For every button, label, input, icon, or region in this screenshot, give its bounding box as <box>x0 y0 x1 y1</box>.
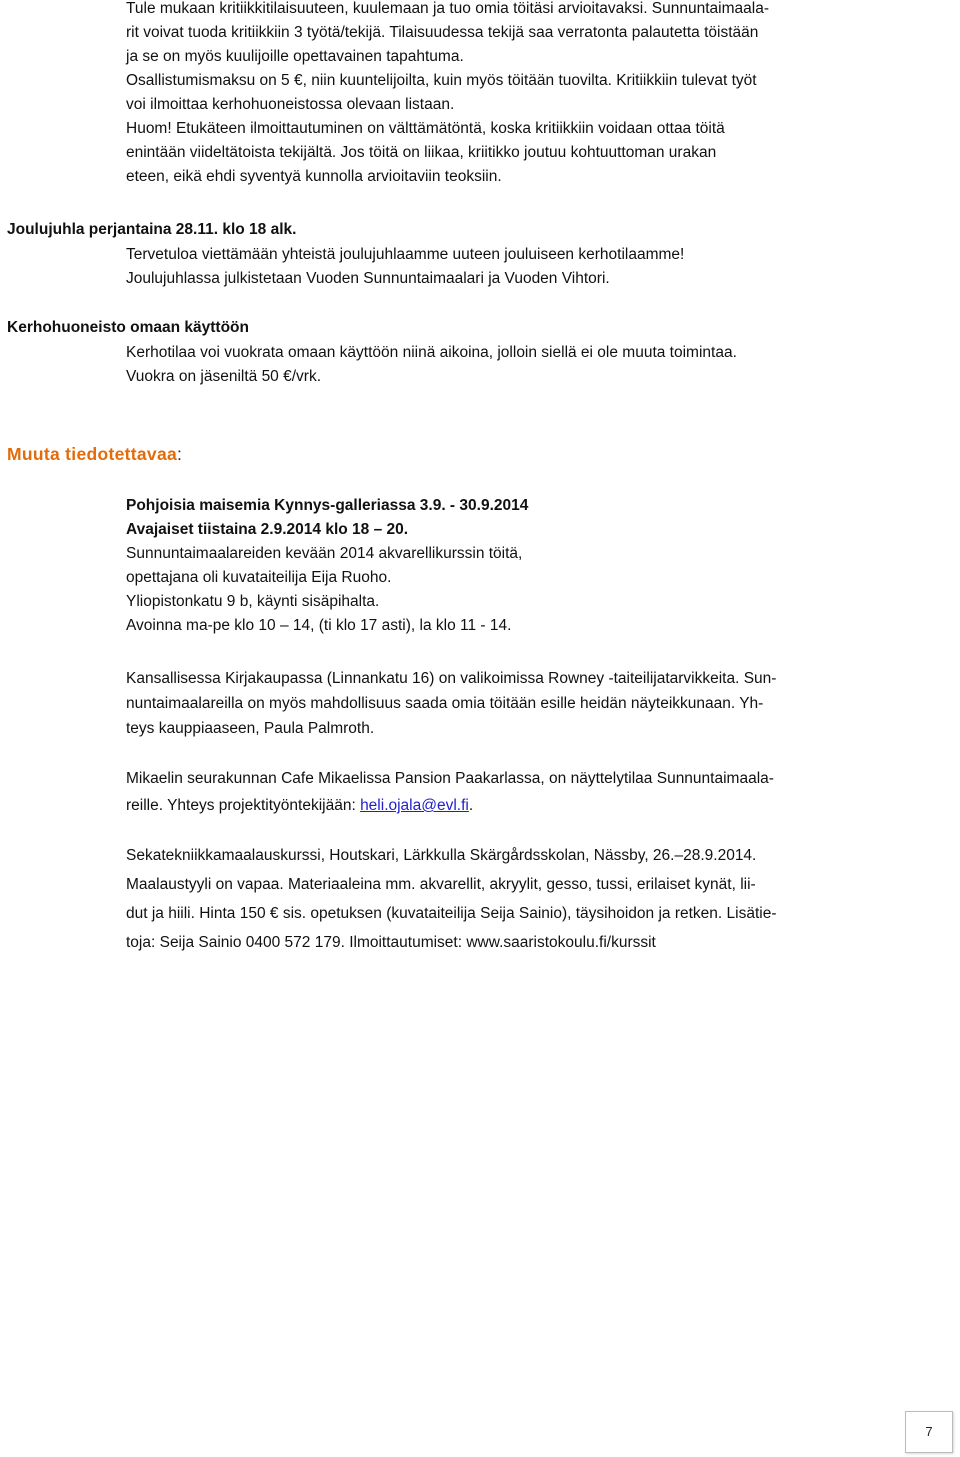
text-line: Tervetuloa viettämään yhteistä joulujuhlaamme uuteen jouluiseen kerhotilaamme! <box>126 246 685 263</box>
text-line: dut ja hiili. Hinta 150 € sis. opetuksen (kuvataiteilija Seija Sainio), täysihoidon ja retken. Lisätie- <box>126 905 777 922</box>
bookstore-paragraph <box>126 666 916 741</box>
cafe-line-prefix: reille. Yhteys projektityöntekijään: <box>126 797 361 814</box>
text-line: Vuokra on jäseniltä 50 €/vrk. <box>126 368 322 385</box>
text-line: rit voivat tuoda kritiikkiin 3 työtä/tekijä. Tilaisuudessa tekijä saa verratonta palautetta töistään <box>126 24 759 41</box>
text-line: Joulujuhlassa julkistetaan Vuoden Sunnuntaimaalari ja Vuoden Vihtori. <box>126 270 610 287</box>
text-line: Yliopistonkatu 9 b, käynti sisäpihalta. <box>126 593 380 610</box>
course-paragraph <box>126 841 916 957</box>
text-line: Huom! Etukäteen ilmoittautuminen on välttämätöntä, koska kritiikkiin voidaan ottaa töitä <box>126 120 725 137</box>
text-line: opettajana oli kuvataiteilija Eija Ruoho. <box>126 569 392 586</box>
text-line: Kansallisessa Kirjakaupassa (Linnankatu 16) on valikoimissa Rowney -taiteilijatarvikkeita. Sun- <box>126 670 777 687</box>
heading-colon: : <box>177 444 183 464</box>
cafe-paragraph <box>126 765 916 819</box>
text-line: toja: Seija Sainio 0400 572 179. Ilmoittautumiset: www.saaristokoulu.fi/kurssit <box>126 934 656 951</box>
cafe-line-suffix: . <box>468 797 474 814</box>
heading-text: Muuta tiedotettavaa <box>7 444 178 464</box>
text-line: Kerhotilaa voi vuokrata omaan käyttöön niinä aikoina, jolloin siellä ei ole muuta toimintaa. <box>126 344 737 361</box>
text-line: Sekatekniikkamaalauskurssi, Houtskari, Lärkkulla Skärgårdsskolan, Nässby, 26.–28.9.2014. <box>126 847 757 864</box>
critique-paragraph <box>126 0 916 189</box>
exhibition-opening: Avajaiset tiistaina 2.9.2014 klo 18 – 20. <box>126 521 409 538</box>
text-line: teys kauppiaaseen, Paula Palmroth. <box>126 720 375 737</box>
christmas-party-paragraph <box>126 243 916 291</box>
text-line: Mikaelin seurakunnan Cafe Mikaelissa Pansion Paakarlassa, on näyttelytilaa Sunnuntaimaala- <box>126 770 774 787</box>
text-line: nuntaimaalareilla on myös mahdollisuus saada omia töitään esille heidän näyteikkunaan. Yh- <box>126 695 764 712</box>
christmas-party-heading: Joulujuhla perjantaina 28.11. klo 18 alk. <box>7 221 297 238</box>
other-announcements-heading <box>7 442 182 466</box>
page-number: 7 <box>905 1411 953 1453</box>
text-line: eteen, eikä ehdi syventyä kunnolla arvioitaviin teoksiin. <box>126 168 502 185</box>
text-line: Maalaustyyli on vapaa. Materiaaleina mm. akvarellit, akryylit, gesso, tussi, erilaiset kynät, lii- <box>126 876 756 893</box>
text-line: voi ilmoittaa kerhohuoneistossa olevaan listaan. <box>126 96 455 113</box>
email-link[interactable]: heli.ojala@evl.fi <box>360 797 469 814</box>
text-line: Osallistumismaksu on 5 €, niin kuuntelijoilta, kuin myös töitään tuovilta. Kritiikkiin tulevat työt <box>126 72 757 89</box>
text-line: ja se on myös kuulijoille opettavainen tapahtuma. <box>126 48 464 65</box>
text-line <box>126 792 916 819</box>
exhibition-title: Pohjoisia maisemia Kynnys-galleriassa 3.9. - 30.9.2014 <box>126 497 529 514</box>
text-line: Avoinna ma-pe klo 10 – 14, (ti klo 17 asti), la klo 11 - 14. <box>126 617 512 634</box>
exhibition-paragraph <box>126 494 916 638</box>
text-line: enintään viideltätoista tekijältä. Jos töitä on liikaa, kriitikko joutuu kohtuuttoman urakan <box>126 144 717 161</box>
text-line: Tule mukaan kritiikkitilaisuuteen, kuulemaan ja tuo omia töitäsi arvioitavaksi. Sunnuntaimaala- <box>126 0 769 17</box>
club-room-paragraph <box>126 341 916 389</box>
text-line: Sunnuntaimaalareiden kevään 2014 akvarellikurssin töitä, <box>126 545 523 562</box>
club-room-heading: Kerhohuoneisto omaan käyttöön <box>7 319 249 336</box>
